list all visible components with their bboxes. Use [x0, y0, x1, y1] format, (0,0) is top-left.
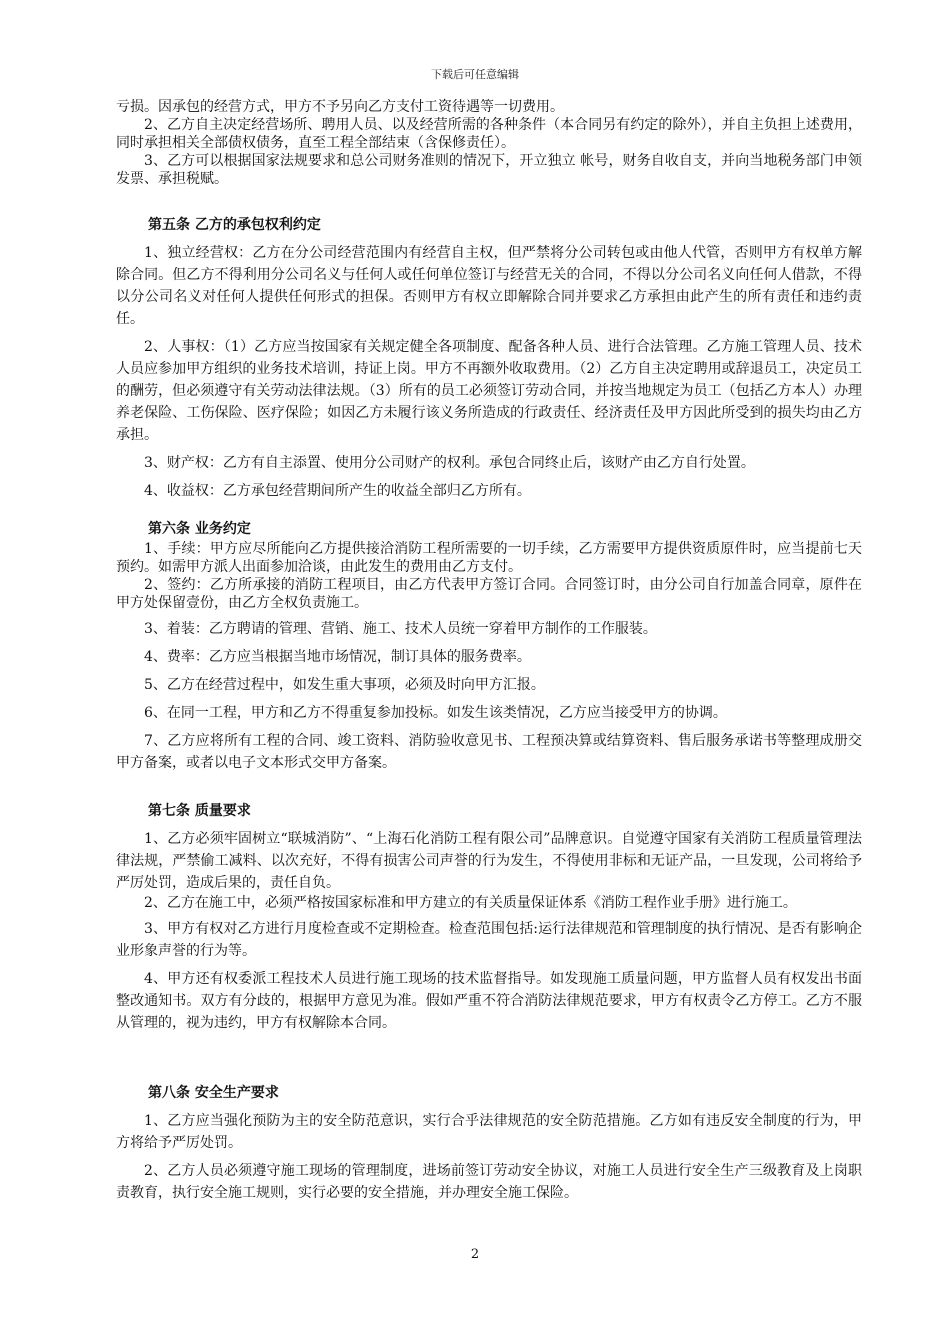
article-7-clause-3: 3、甲方有权对乙方进行月度检查或不定期检查。检查范围包括:运行法律规范和管理制度的执行情况、是否有影响企业形象声誉的行为等。: [116, 921, 862, 959]
article-6-clause-1: 1、手续：甲方应尽所能向乙方提供接洽消防工程所需要的一切手续，乙方需要甲方提供资质原件时，应当提前七天预约。如需甲方派人出面参加洽谈，由此发生的费用由乙方支付。: [116, 541, 862, 575]
article-6-clause-6: 6、在同一工程，甲方和乙方不得重复参加投标。如发生该类情况，乙方应当接受甲方的协调。: [144, 705, 727, 721]
article-8-clause-2: 2、乙方人员必须遵守施工现场的管理制度，进场前签订劳动安全协议，对施工人员进行安全生产三级教育及上岗职责教育，执行安全施工规则，实行必要的安全措施，并办理安全施工保险。: [116, 1163, 862, 1201]
article-5-clause-4: 4、收益权：乙方承包经营期间所产生的收益全部归乙方所有。: [144, 483, 531, 499]
paragraph-intro-continuation: 亏损。因承包的经营方式，甲方不予另向乙方支付工资待遇等一切费用。: [116, 99, 564, 115]
article-8-heading: 第八条 安全生产要求: [148, 1085, 279, 1101]
article-7-clause-4: 4、甲方还有权委派工程技术人员进行施工现场的技术监督指导。如发现施工质量问题，甲方监督人员有权发出书面整改通知书。双方有分歧的，根据甲方意见为准。假如严重不符合消防法律规范要求，甲方有权责令乙方停工。乙方不服从管理的，视为违约，甲方有权解除本合同。: [116, 971, 862, 1031]
document-body: [116, 98, 862, 1204]
paragraph-intro-2: 2、乙方自主决定经营场所、聘用人员、以及经营所需的各种条件（本合同另有约定的除外），并自主负担上述费用，同时承担相关全部债权债务，直至工程全部结束（含保修责任）。: [116, 117, 862, 151]
article-5-clause-3: 3、财产权：乙方有自主添置、使用分公司财产的权利。承包合同终止后，该财产由乙方自行处置。: [144, 455, 755, 471]
article-5-heading: 第五条 乙方的承包权利约定: [148, 217, 321, 233]
article-6-clause-2: 2、签约：乙方所承接的消防工程项目，由乙方代表甲方签订合同。合同签订时，由分公司自行加盖合同章，原件在甲方处保留壹份，由乙方全权负责施工。: [116, 577, 862, 611]
header-note: 下载后可任意编辑: [431, 68, 519, 81]
article-7-clause-1: 1、乙方必须牢固树立“联城消防”、“上海石化消防工程有限公司”品牌意识。自觉遵守国家有关消防工程质量管理法律法规，严禁偷工减料、以次充好，不得有损害公司声誉的行为发生，不得使用非标和无证产品，一旦发现，公司将给予严厉处罚，造成后果的，责任自负。: [116, 831, 862, 891]
article-7-clause-2: 2、乙方在施工中，必须严格按国家标准和甲方建立的有关质量保证体系《消防工程作业手册》进行施工。: [144, 895, 797, 911]
article-5-clause-1: 1、独立经营权：乙方在分公司经营范围内有经营自主权，但严禁将分公司转包或由他人代管，否则甲方有权单方解除合同。但乙方不得利用分公司名义与任何人或任何单位签订与经营无关的合同，不得以分公司名义向任何人借款，不得以分公司名义对任何人提供任何形式的担保。否则甲方有权立即解除合同并要求乙方承担由此产生的所有责任和违约责任。: [116, 245, 862, 327]
article-5-clause-2: 2、人事权：（1）乙方应当按国家有关规定健全各项制度、配备各种人员、进行合法管理。乙方施工管理人员、技术人员应参加甲方组织的业务技术培训，持证上岗。甲方不再额外收取费用。（2）乙方自主决定聘用或辞退员工，决定员工的酬劳，但必须遵守有关劳动法律法规。（3）所有的员工必须签订劳动合同，并按当地规定为员工（包括乙方本人）办理养老保险、工伤保险、医疗保险；如因乙方未履行该义务所造成的行政责任、经济责任及甲方因此所受到的损失均由乙方承担。: [116, 339, 862, 443]
article-6-clause-3: 3、着装：乙方聘请的管理、营销、施工、技术人员统一穿着甲方制作的工作服装。: [144, 621, 657, 637]
article-8-clause-1: 1、乙方应当强化预防为主的安全防范意识，实行合乎法律规范的安全防范措施。乙方如有违反安全制度的行为，甲方将给予严厉处罚。: [116, 1113, 862, 1151]
article-6-heading: 第六条 业务约定: [148, 521, 251, 537]
page-number: 2: [470, 1247, 480, 1262]
article-6-clause-5: 5、乙方在经营过程中，如发生重大事项，必须及时向甲方汇报。: [144, 677, 545, 693]
paragraph-intro-3: 3、乙方可以根据国家法规要求和总公司财务准则的情况下，开立独立 帐号，财务自收自支，并向当地税务部门申领发票、承担税赋。: [116, 153, 862, 187]
article-6-clause-4: 4、费率：乙方应当根据当地市场情况，制订具体的服务费率。: [144, 649, 531, 665]
article-7-heading: 第七条 质量要求: [148, 803, 251, 819]
article-6-clause-7: 7、乙方应将所有工程的合同、竣工资料、消防验收意见书、工程预决算或结算资料、售后服务承诺书等整理成册交甲方备案，或者以电子文本形式交甲方备案。: [116, 733, 862, 771]
